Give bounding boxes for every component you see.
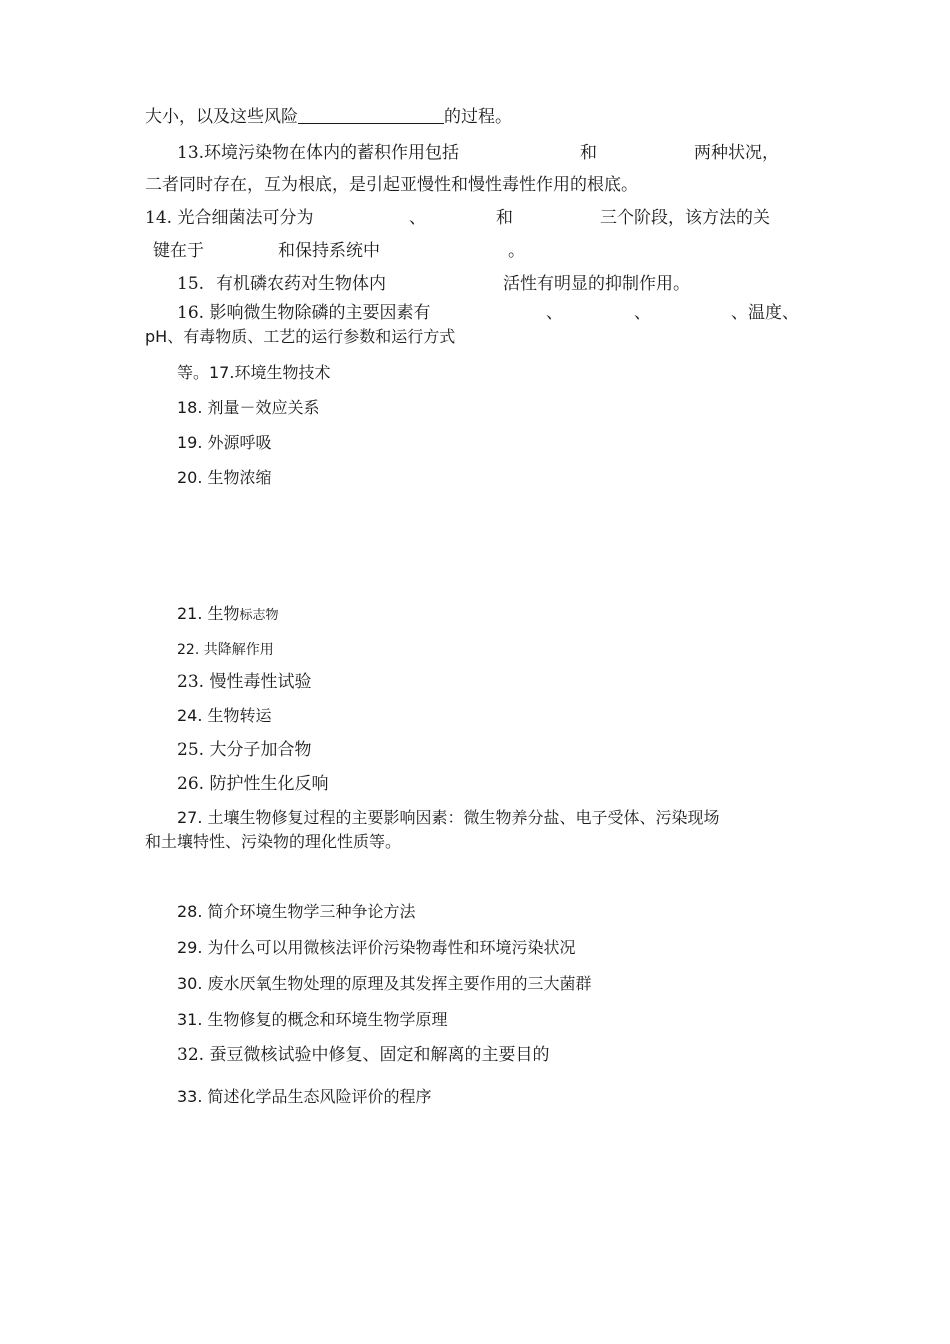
question-16-sep2: 、: [634, 303, 651, 323]
question-16-sep1: 、: [546, 303, 563, 323]
question-16-tail: 、温度、: [731, 303, 799, 323]
question-30: 30. 废水厌氧生物处理的原理及其发挥主要作用的三大菌群: [177, 974, 592, 993]
question-23: 23. 慢性毒性试验: [177, 672, 312, 692]
question-27-continued: 和土壤特性、污染物的理化性质等。: [145, 832, 402, 851]
fill-blank-underline: [298, 106, 444, 124]
question-14-he: 和: [496, 208, 513, 228]
question-24: 24. 生物转运: [177, 706, 272, 725]
question-26: 26. 防护性生化反响: [177, 774, 329, 794]
question-33: 33. 简述化学品生态风险评价的程序: [177, 1087, 432, 1106]
question-25: 25. 大分子加合物: [177, 740, 312, 760]
line-risk-end: 大小，以及这些风险 的过程。: [145, 107, 512, 127]
question-31: 31. 生物修复的概念和环境生物学原理: [177, 1010, 448, 1029]
question-28: 28. 简介环境生物学三种争论方法: [177, 902, 416, 921]
question-14-cont-a: 键在于: [153, 241, 204, 261]
question-16-continued: pH、有毒物质、工艺的运行参数和运行方式: [145, 327, 456, 346]
question-15: 15. 有机磷农药对生物体内: [177, 274, 387, 294]
question-14-tail: 三个阶段，该方法的关: [600, 208, 770, 228]
question-18: 18. 剂量－效应关系: [177, 398, 320, 417]
question-13-tail: 两种状况，: [694, 143, 779, 163]
question-14-cont-b: 和保持系统中: [278, 241, 380, 261]
question-29: 29. 为什么可以用微核法评价污染物毒性和环境污染状况: [177, 938, 576, 957]
question-13-continued: 二者同时存在，互为根底，是引起亚慢性和慢性毒性作用的根底。: [145, 175, 638, 195]
question-21: 21. 生物标志物: [177, 604, 279, 623]
question-20: 20. 生物浓缩: [177, 468, 272, 487]
question-19: 19. 外源呼吸: [177, 433, 272, 452]
question-13-he: 和: [580, 143, 597, 163]
question-22: 22. 共降解作用: [177, 642, 274, 658]
question-17: 等。17.环境生物技术: [177, 363, 331, 382]
question-15-tail: 活性有明显的抑制作用。: [503, 274, 690, 294]
question-14-sep: 、: [409, 208, 426, 228]
question-13: 13.环境污染物在体内的蓄积作用包括: [177, 143, 460, 163]
question-14: 14. 光合细菌法可分为: [145, 208, 314, 228]
question-14-cont-c: 。: [508, 241, 525, 261]
question-27: 27. 土壤生物修复过程的主要影响因素：微生物养分盐、电子受体、污染现场: [177, 808, 720, 827]
question-16: 16. 影响微生物除磷的主要因素有: [177, 303, 431, 323]
question-32: 32. 蚕豆微核试验中修复、固定和解离的主要目的: [177, 1045, 550, 1065]
